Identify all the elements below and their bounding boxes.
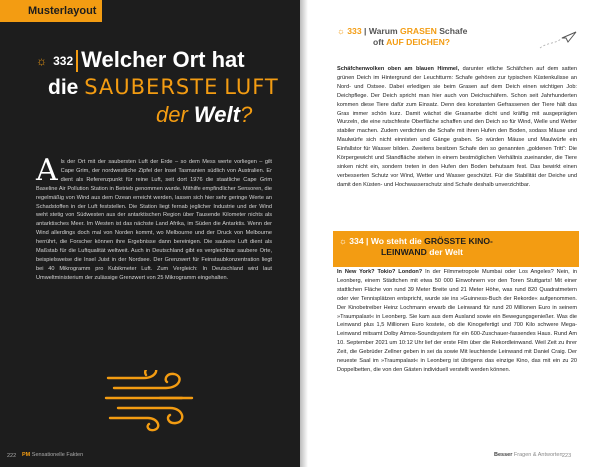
page-number-right: 223 (562, 453, 572, 459)
article-334-text: In der Filmmetropole Mumbai oder Los Angeles? Nein, in Leonberg, einem Städtchen mit etwa 50 000 Einwohnern vor den Toren Stuttgarts! Mit einer stattlichen Fläche von rund 39 Meter Breite und 21 Meter Höhe, was rund 820 Quadratmetern oder vier Tennisplätzen entspricht, wurde sie ins »Guinness-Buch der Rekorde« aufgenommen. Der Kinobetreiber Heinz Lochmann erwarb die Leinwand für rund 20 Millionen Euro in seinem »Traumpalast« in Leonberg. Sie kam aus dem Ausland sowie ein Bewegungsgenießer. Was die Leinwand plus 1,5 Millionen Euro kostete, ob die Kinogefertigt und 700 Kilo schwere Mega-Leinwand mitsamt Dolby Atmos-Soundsystem für ein 600-Zuschauer-fassendes Haus. Rund Am 10. September 2021 um 10:12 Uhr lief der erste Film über die Rekordleinwand. Weil Zeit zu ihrer Zeit, die Gebrüder Zellner geben in sei da sowie Mit leuchtende Leinwand mit Daniel Craig. Der neueste Saal im »Traumpalast« in Leonberg ist übrigens das einzige Kino, das mit ein zu 20 Doppelbetten, die von den Gästen individuell verstellt werden können. (337, 269, 577, 373)
article-body-334 (337, 268, 577, 375)
heading-333-prefix: Warum (368, 26, 398, 36)
heading-334-highlight-2: LEINWAND (381, 247, 427, 257)
heading-line-3-italic: der (156, 102, 188, 127)
idea-spark-icon: ☼ (337, 26, 345, 36)
article-333-lead: Schäfchenwolken oben am blauen Himmel, (337, 66, 460, 72)
question-number-334: 334 (349, 236, 364, 246)
heading-line-3-bold: Welt (193, 102, 240, 127)
heading-333-highlight-2: AUF DEICHEN? (386, 37, 451, 47)
heading-333-divider: | (364, 26, 367, 36)
section-tab: Musterlayout (0, 0, 102, 22)
paper-plane-icon (538, 30, 578, 55)
page-gutter-shadow (300, 0, 308, 467)
heading-divider (76, 50, 78, 72)
wind-icon (104, 370, 196, 437)
question-334-heading (333, 231, 579, 267)
heading-line-2-suffix: LUFT (224, 75, 279, 99)
article-334-lead: In New York? Tokio? London? (337, 269, 423, 275)
page-number-left: 222 (7, 453, 17, 459)
footer-brand-right: Besser (494, 452, 513, 458)
heading-334-highlight-1: GRÖSSTE KINO- (424, 236, 493, 246)
article-body-332 (36, 153, 272, 283)
question-number-333: 333 (347, 26, 362, 36)
idea-spark-icon: ☼ (36, 54, 47, 69)
heading-line-1: Welcher Ort hat (81, 47, 245, 72)
heading-333-suffix: Schafe (439, 26, 468, 36)
drop-cap: A (36, 153, 58, 188)
heading-line-2-prefix: die (48, 76, 79, 99)
heading-question-mark: ? (239, 102, 253, 127)
idea-spark-icon: ☼ (339, 236, 347, 246)
footer-brand-left: PM (22, 452, 31, 458)
footer-title-left: Sensationelle Fakten (31, 452, 84, 458)
footer-title-right: Fragen & Antworten (513, 452, 563, 458)
question-number: 332 (53, 54, 74, 69)
question-332-heading (36, 47, 286, 128)
article-333-text: darunter etliche Schäfchen auf dem satten grünen Deich im Hintergrund der Leuchtturm: Schafe gehören zur typischen Küstenkulisse an Nord- und Ostsee. Dabei erledigen sie beim Grasen auf dem Deich einen wichtigen Job: Deichpflege. Der Deich spricht man hier auch von Deichschäfern. Schon seit Jahrhunderten kommen diese Tiere dafür zum Einsatz. Denn des konstanten Gefrassenen der Tiere hält das Gras immer schön kurz. Damit wächst die Grasnarbe dicht und kräftig mit ausgeprägten Wurzeln, die eine rutschfeste Oberfläche schaffen und den Deich so für Wind, Welle und Wetter stabiler machen. Zudem verdichten die Schafe mit ihren Hufen den Boden, sodass Mäuse und Maulwürfe sich nicht einnisten und Gänge graben. So würden Mäuse und Maulwürfe ein Einfallstor für Wasser bilden. Zweitens besitzen Schafe den so genannten „goldenen Tritt“: Die Körpergewicht und Standfläche stehen in einem bestmöglichen Verhältnis zueinander, die Tiere sinken nicht ein, sondern treten in den Hufen den Boden behutsam fest. Das bewirkt einen verbesserten Schutz vor Wind, Wetter und Wasser geschützt. Für die Stabilität der Deiche und damit den Küsten- und Hochwasserschutz sind Schafe deshalb unverzichtbar. (337, 66, 577, 188)
heading-334-prefix: Wo steht die (370, 236, 422, 246)
heading-334-suffix: der Welt (429, 247, 463, 257)
heading-334-divider: | (366, 236, 369, 246)
heading-333-highlight-1: GRASEN (400, 26, 437, 36)
heading-highlight: SAUBERSTE (84, 75, 219, 99)
article-text: ls der Ort mit der saubersten Luft der Erde – so dem Mess werte vorliegen – gilt Cape Grim, der nordwestliche Zipfel der Insel Tasmanien südlich von Australien. Er dient als Referenzpunkt für reine Luft, seit dort 1976 die staatliche Cape Grim Baseline Air Pollution Station in Betrieb genommen wurde. Mithilfe empfindlicher Sensoren, die regelmäßig von Wind aus dem Ozean erreicht werden, lassen sich hier sehr geringe Werte an Schadstoffen in der Luft feststellen. Die Station liegt fernab jeglicher Industrie und der Wind weht stetig von Südwesten aus der antarktischen Region über Tausende Kilometer nichts als antarktisches Meer. Im Westen ist das nächste Land Afrika, im Süden die Antarktis. Wenn der Wind allerdings doch mal von Norden kommt, wo Melbourne und der Druck von Melbourne herrührt, die Forscher können ihre Ergebnisse dann bereinigen. Die saubere Luft dient als Maßstab für die Luftqualität weltweit. Auch in Deutschland gibt es vergleichbar saubere Orte, beispielsweise die Insel Juist in der Nordsee. Der Grenzwert für Feinstaubkonzentration liegt bei 40 Mikrogramm pro Kubikmeter Luft. Zum Vergleich: In Deutschland wird laut Umweltministerium der zulässige Grenzwert von 25 Mikrogramm eingehalten. (36, 159, 272, 281)
right-page (300, 0, 600, 467)
footer-left (22, 452, 83, 458)
heading-333-line-2-prefix: oft (373, 37, 384, 47)
article-body-333 (337, 65, 577, 190)
question-333-heading (337, 26, 567, 48)
footer-right (494, 452, 563, 458)
